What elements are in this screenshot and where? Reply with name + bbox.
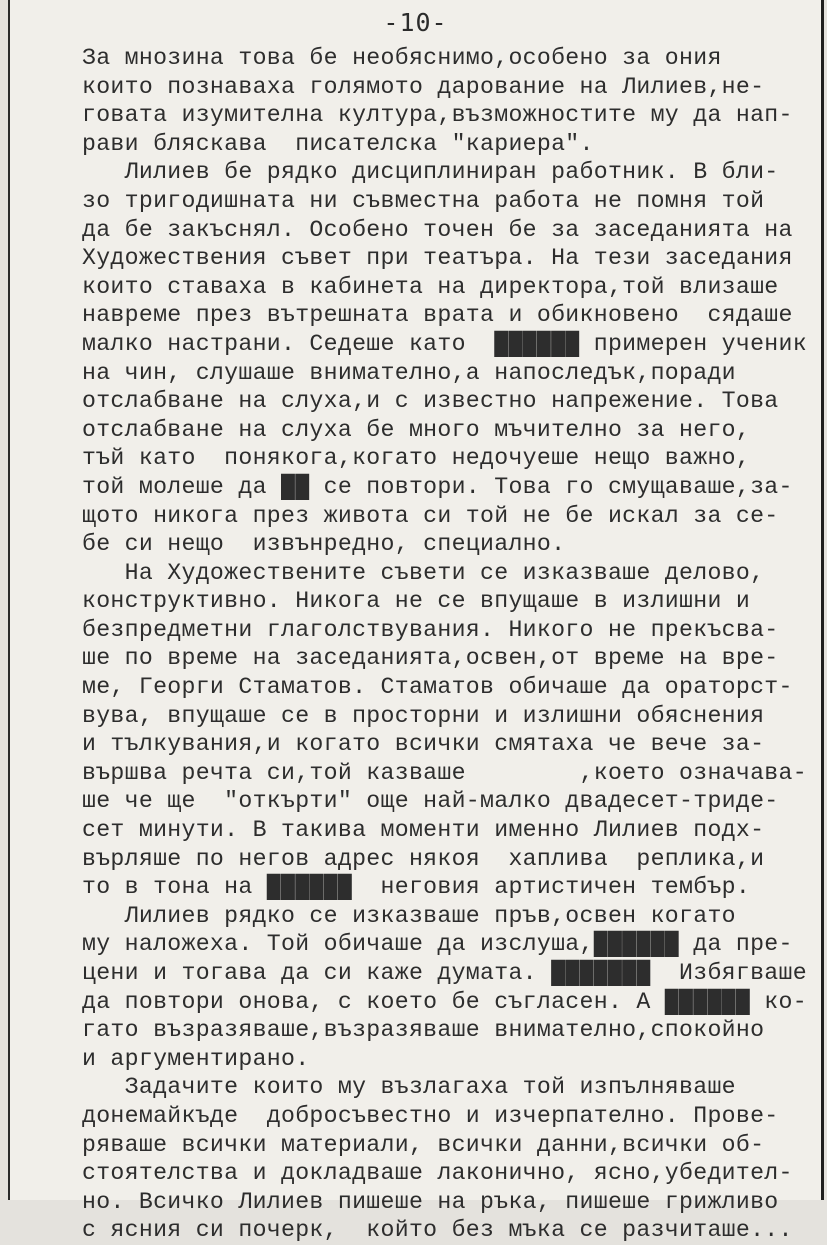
text-line: На Художествените съвети се изказваше делово, <box>82 559 765 586</box>
text-line: вършва речта си,той казваше ,което означава- <box>82 759 807 786</box>
text-line: говата изумителна култура,възможностите му да нап- <box>82 102 793 129</box>
text-line: бе си нещо извънредно, специално. <box>82 531 566 558</box>
text-line: сет минути. В такива моменти именно Лилиев подх- <box>82 817 765 844</box>
text-line: щото никога през живота си той не бе искал за се- <box>82 502 779 529</box>
text-line: да бе закъснял. Особено точен бе за заседанията на <box>82 216 793 243</box>
text-line: Лилиев бе рядко дисциплиниран работник. В бли- <box>82 159 779 186</box>
text-line: конструктивно. Никога не се впущаше в излишни и <box>82 588 751 615</box>
text-line: вува, впущаше се в просторни и излишни обяснения <box>82 702 765 729</box>
text-line: и тълкувания,и когато всички смятаха че вече за- <box>82 731 765 758</box>
typewritten-page <box>8 0 824 1244</box>
text-line: с ясния си почерк, който без мъка се разчиташе... <box>82 1217 793 1244</box>
text-line: отслабване на слуха,и с известно напрежение. Това <box>82 388 779 415</box>
text-line: зо тригодишната ни съвместна работа не помня той <box>82 187 765 214</box>
text-line: ше по време на заседанията,освен,от време на вре- <box>82 645 779 672</box>
text-line: малко настрани. Седеше като ██████ примерен ученик <box>82 330 807 357</box>
text-line: За мнозина това бе необяснимо,особено за ония <box>82 45 722 71</box>
text-line: които ставаха в кабинета на директора,той влизаше <box>82 273 779 300</box>
text-line: но. Всичко Лилиев пишеше на ръка, пишеше грижливо <box>82 1188 779 1215</box>
text-line: ряваше всички материали, всички данни,всички об- <box>82 1131 765 1158</box>
text-line: и аргументирано. <box>82 1045 310 1072</box>
text-line: навреме през вътрешната врата и обикновено сядаше <box>82 302 793 329</box>
body-text <box>82 44 822 1245</box>
text-line: да повтори онова, с което бе съгласен. А ██████ ко- <box>82 988 807 1015</box>
text-line: безпредметни глаголствувания. Никого не прекъсва- <box>82 616 779 643</box>
text-line: рави бляскава писателска "кариера". <box>82 130 594 157</box>
text-line: ше че ще "откърти" още най-малко двадесет-триде- <box>82 788 779 815</box>
text-line: Задачите които му възлагаха той изпълняваше <box>82 1074 736 1101</box>
text-line: му наложеха. Той обичаше да изслуша,██████ да пре- <box>82 931 793 958</box>
text-line: върляше по негов адрес някоя хаплива реплика,и <box>82 845 765 872</box>
text-line: то в тона на ██████ неговия артистичен тембър. <box>82 874 751 901</box>
text-line: отслабване на слуха бе много мъчително за него, <box>82 416 751 443</box>
text-line: цени и тогава да си каже думата. ███████ Избягваше <box>82 960 807 986</box>
text-line: стоятелства и докладваше лаконично, ясно,убедител- <box>82 1160 793 1187</box>
text-line: ме, Георги Стаматов. Стаматов обичаше да ораторст- <box>82 674 793 701</box>
text-line: гато възразяваше,възразяваше внимателно,спокойно <box>82 1017 765 1044</box>
text-line: Художествения съвет при театъра. На тези заседания <box>82 245 793 272</box>
text-line: Лилиев рядко се изказваше пръв,освен когато <box>82 902 736 929</box>
text-line: той молеше да ██ се повтори. Това го смущаваше,за- <box>82 473 793 500</box>
page-number: -10- <box>383 8 448 37</box>
text-line: на чин, слушаше внимателно,а напоследък,поради <box>82 359 736 386</box>
text-line: тъй като понякога,когато недочуеше нещо важно, <box>82 445 751 472</box>
text-line: които познаваха голямото дарование на Лилиев,не- <box>82 73 765 100</box>
text-line: донемайкъде добросъвестно и изчерпателно. Прове- <box>82 1102 779 1129</box>
